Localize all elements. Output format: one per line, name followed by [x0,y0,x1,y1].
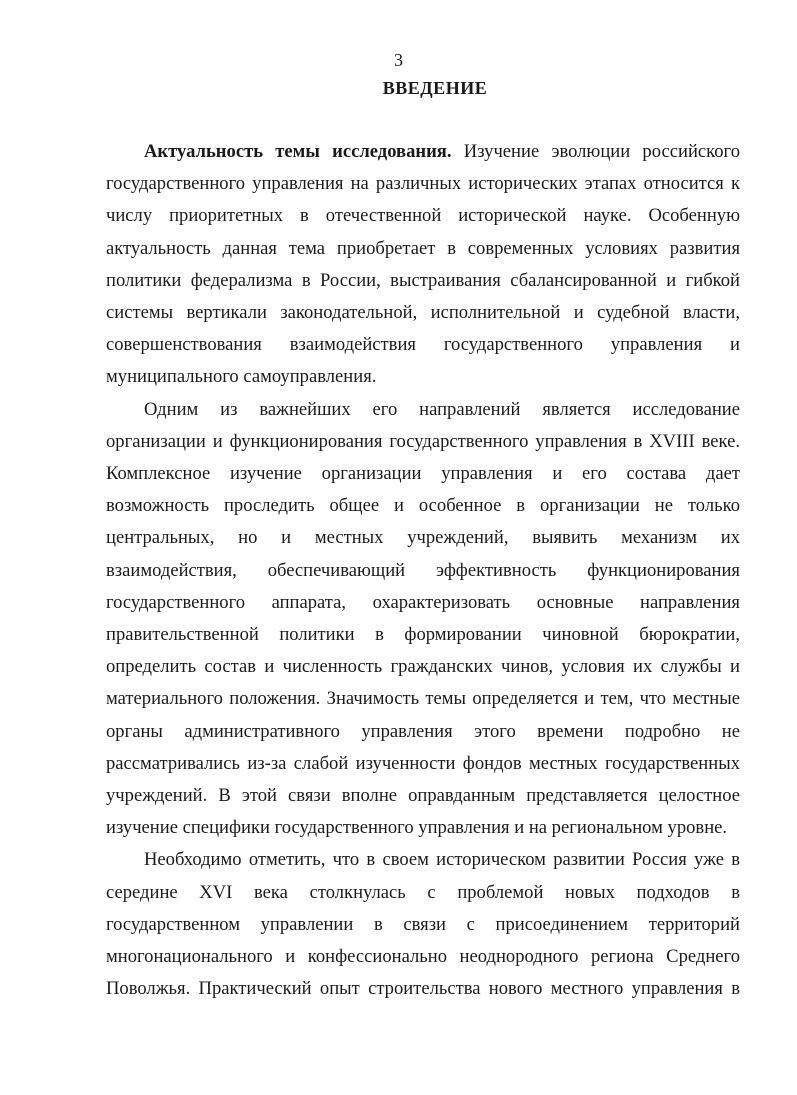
body-text [106,136,740,1005]
page-number: 3 [394,50,403,70]
paragraph-relevance [106,136,740,394]
paragraph-text: Необходимо отметить, что в своем историческом развитии Россия уже в середине XVI века столкнулась с проблемой новых подходов в государственном управлении в связи с присоединением территорий многонационального и конфессионально неоднородного региона Среднего Поволжья. Практический опыт строительства нового местного управления в [106,849,740,1000]
paragraph-text: Одним из важнейших его направлений является исследование организации и функционирования государственного управления в XVIII веке. Комплексное изучение организации управления и его состава дает возможность проследить общее и особенное в организации не только центральных, но и местных учреждений, выявить механизм их взаимодействия, обеспечивающий эффективность функционирования государственного аппарата, охарактеризовать основные направления правительственной политики в формировании чиновной бюрократии, определить состав и численность гражданских чинов, условия их службы и материального положения. Значимость темы определяется и тем, что местные органы административного управления этого времени подробно не рассматривались из-за слабой изученности фондов местных государственных учреждений. В этой связи вполне оправданным представляется целостное изучение специфики государственного управления и на региональном уровне. [106,398,740,839]
paragraph-history [106,844,740,1005]
section-heading: ВВЕДЕНИЕ [382,78,488,98]
paragraph-lead-bold: Актуальность темы исследования. [144,141,452,162]
paragraph-directions [106,394,740,845]
paragraph-text: Изучение эволюции российского государственного управления на различных исторических этапах относится к числу приоритетных в отечественной исторической науке. Особенную актуальность данная тема приобретает в современных условиях развития политики федерализма в России, выстраивания сбалансированной и гибкой системы вертикали законодательной, исполнительной и судебной власти, совершенствования взаимодействия государственного управления и муниципального самоуправления. [106,141,740,388]
